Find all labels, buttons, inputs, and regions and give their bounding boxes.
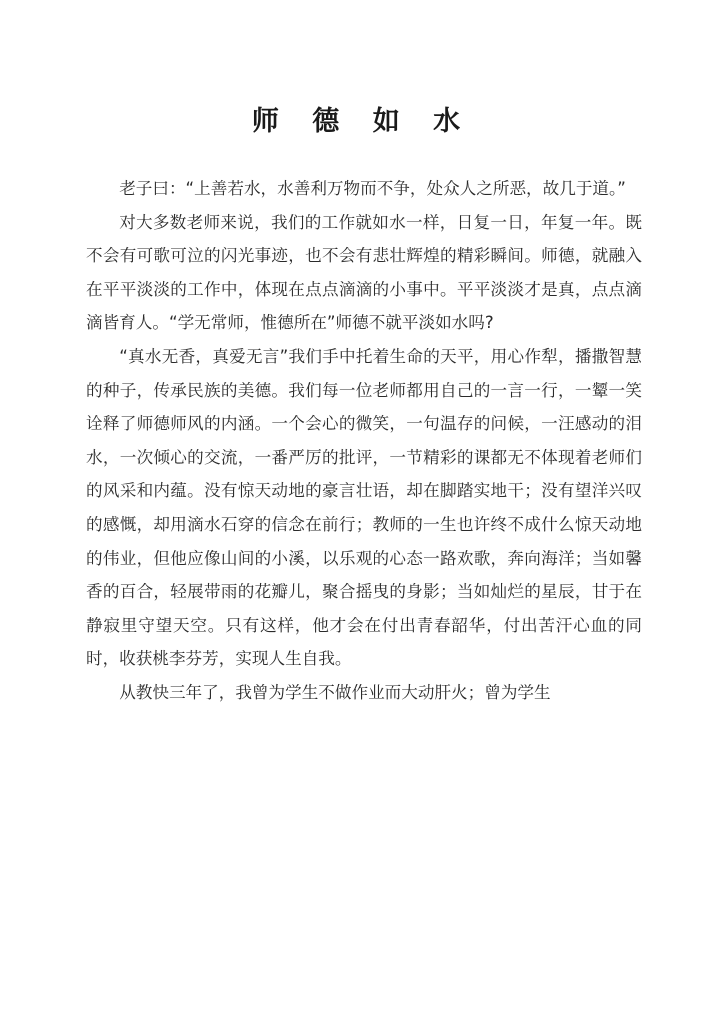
document-body <box>86 172 642 710</box>
paragraph-2: 对大多数老师来说，我们的工作就如水一样，日复一日，年复一年。既不会有可歌可泣的闪光事迹，也不会有悲壮辉煌的精彩瞬间。师德，就融入在平平淡淡的工作中，体现在点点滴滴的小事中。平平淡淡才是真，点点滴滴皆育人。“学无常师，惟德所在”师德不就平淡如水吗? <box>86 212 642 333</box>
document-title: 师 德 如 水 <box>251 106 473 137</box>
paragraph-1: 老子曰：“上善若水，水善利万物而不争，处众人之所恶，故几于道。” <box>119 179 626 198</box>
paragraph-3: “真水无香，真爱无言”我们手中托着生命的天平，用心作犁，播撒智慧的种子，传承民族的美德。我们每一位老师都用自己的一言一行，一颦一笑诠释了师德师风的内涵。一个会心的微笑，一句温存的问候，一汪感动的泪水，一次倾心的交流，一番严厉的批评，一节精彩的课都无不体现着老师们的风采和内蕴。没有惊天动地的豪言壮语，却在脚踏实地干；没有望洋兴叹的感慨，却用滴水石穿的信念在前行；教师的一生也许终不成什么惊天动地的伟业，但他应像山间的小溪，以乐观的心态一路欢歌，奔向海洋；当如馨香的百合，轻展带雨的花瓣儿，聚合摇曳的身影；当如灿烂的星辰，甘于在静寂里守望天空。只有这样，他才会在付出青春韶华，付出苦汗心血的同时，收获桃李芬芳，实现人生自我。 <box>86 346 642 669</box>
paragraph-4: 从教快三年了，我曾为学生不做作业而大动肝火；曾为学生 <box>119 682 551 702</box>
